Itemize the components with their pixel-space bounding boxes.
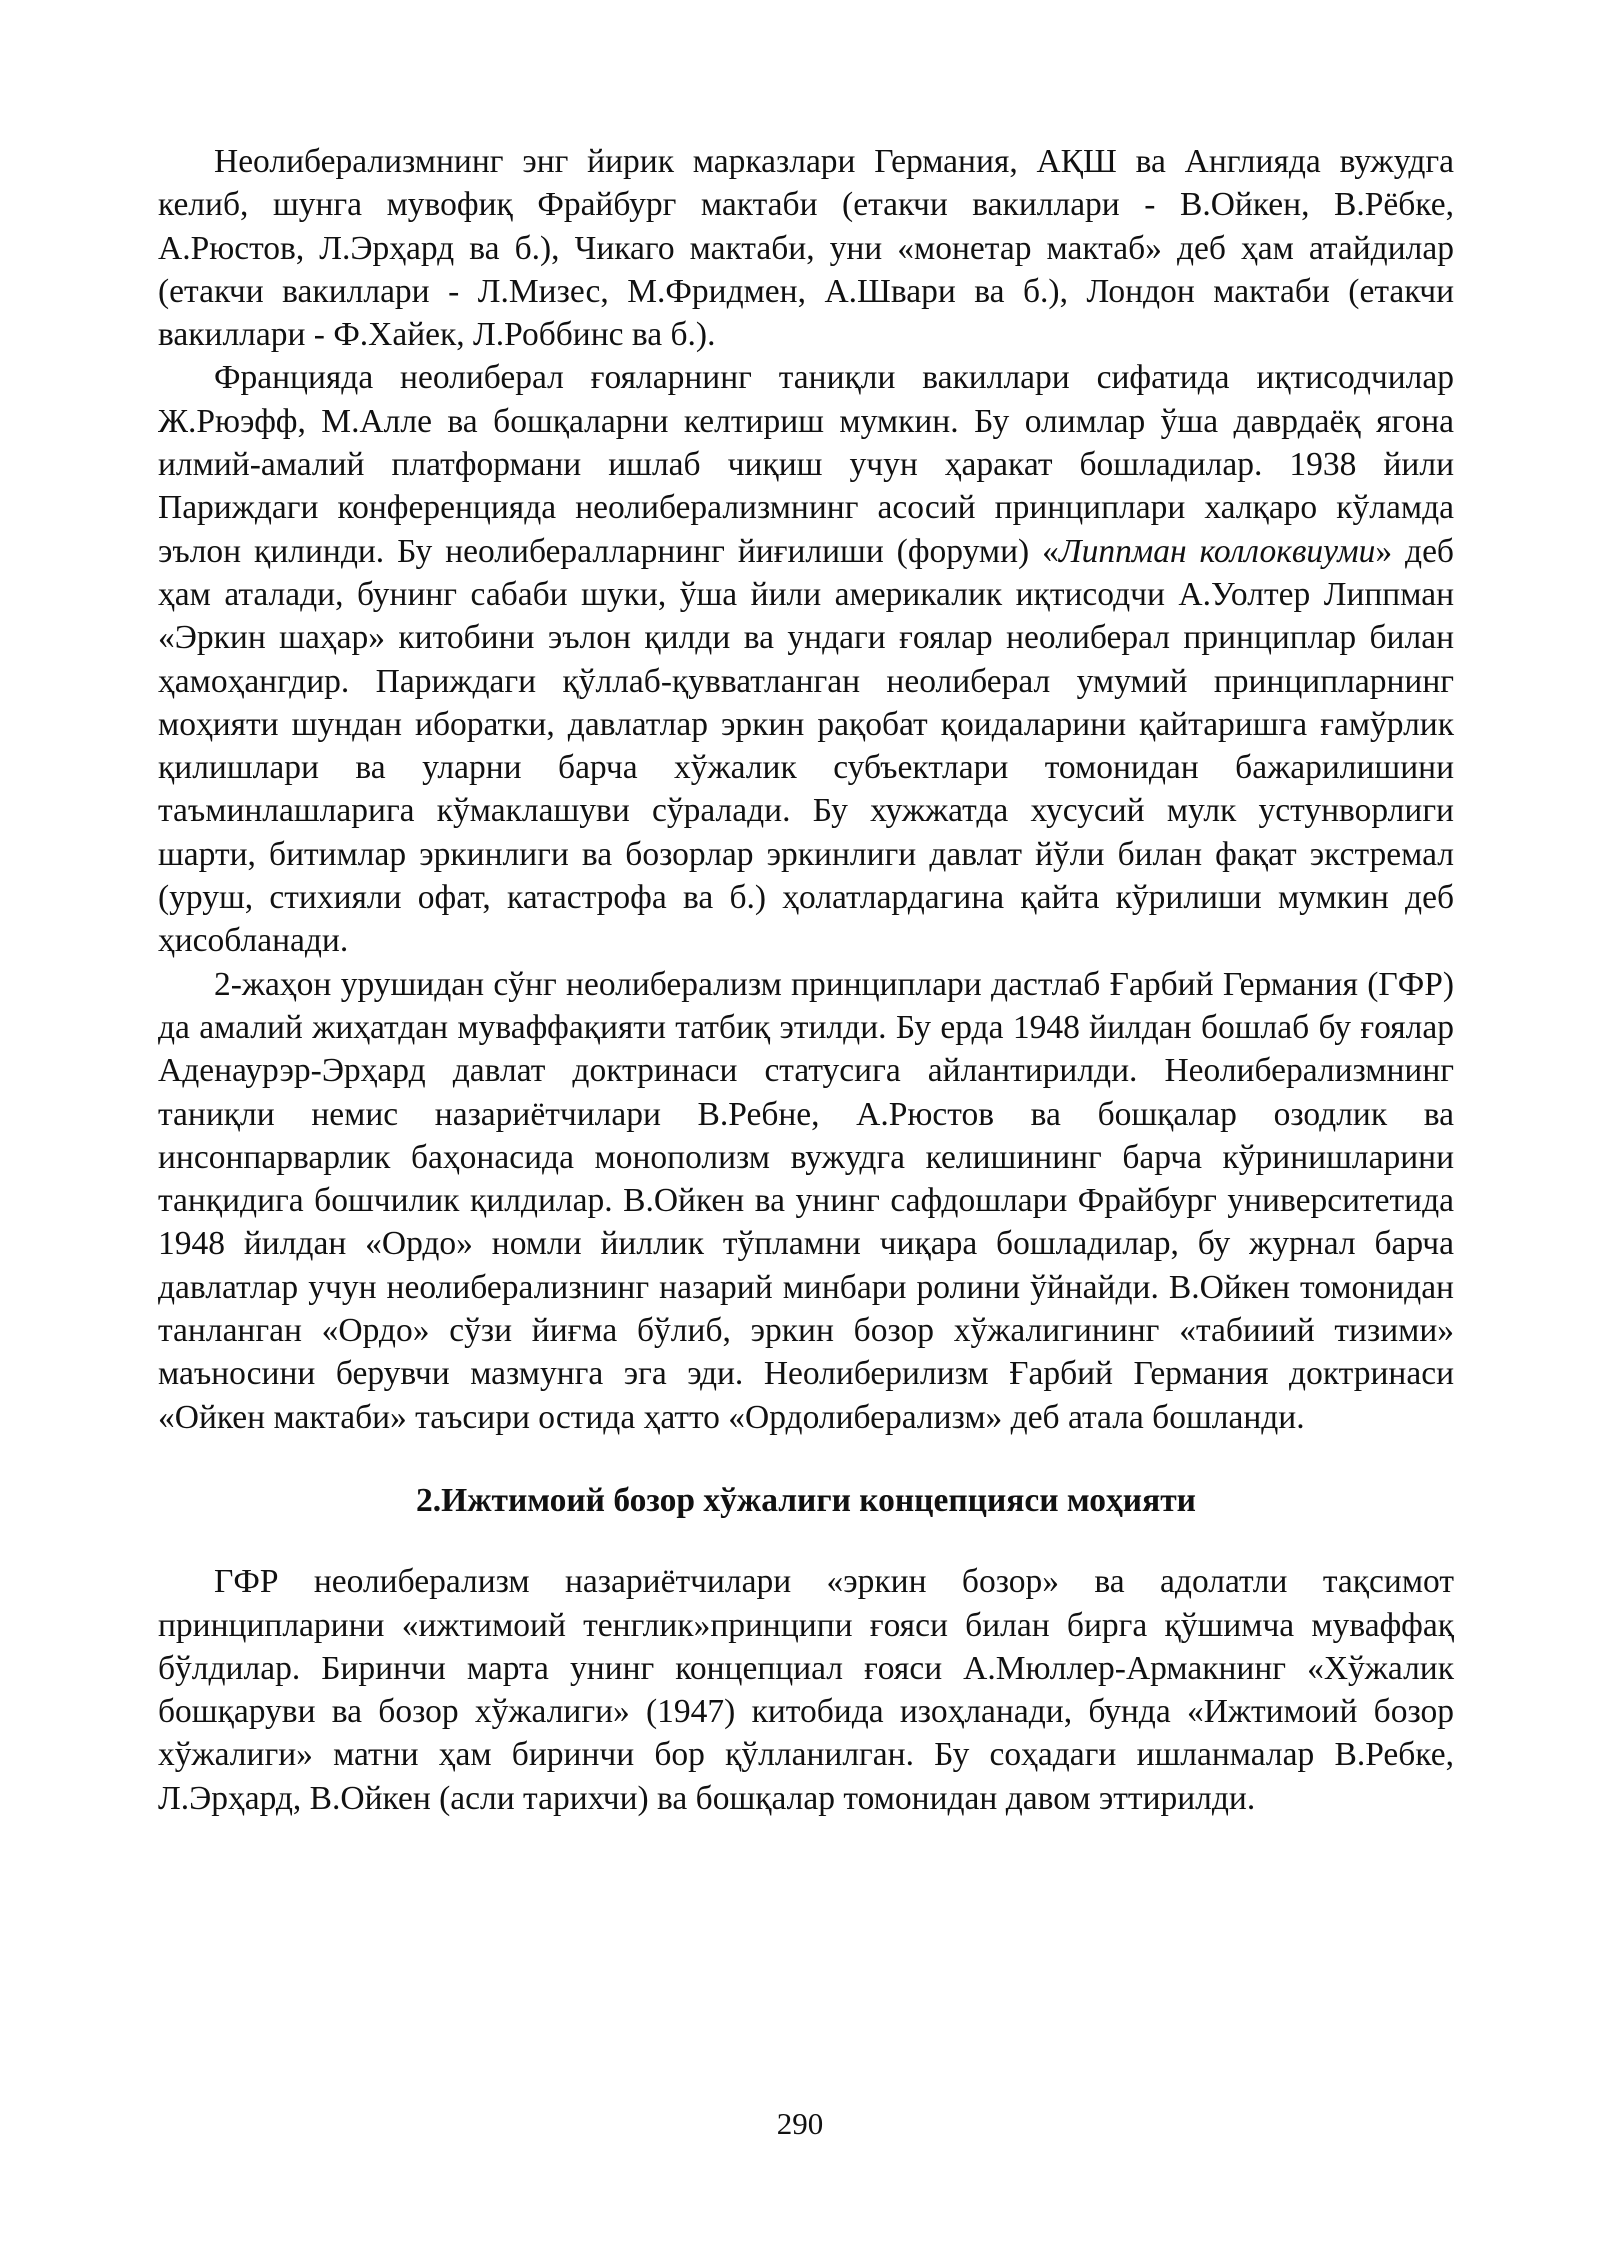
paragraph-text-after: » деб ҳам аталади, бунинг сабаби шуки, ўша йили америкалик иқтисодчи А.Уолтер Липпман «Эркин шаҳар» китобини эълон қилди ва ундаги ғоялар неолиберал принциплар билан ҳамоҳангдир. Париждаги қўллаб-қувватланган неолиберал умумий принципларнинг моҳияти шундан иборатки, давлатлар эркин рақобат қоидаларини қайтаришга ғамўрлик қилишлари ва уларни барча хўжалик субъектлари томонидан бажарилишини таъминлашларига кўмаклашуви сўралади. Бу хужжатда хусусий мулк устунворлиги шарти, битимлар эркинлиги ва бозорлар эркинлиги давлат йўли билан фақат экстремал (уруш, стихияли офат, катастрофа ва б.) ҳолатлардагина қайта кўрилиши мумкин деб ҳисобланади.	[158, 532, 1454, 960]
paragraph-neoliberalism-centers: Неолиберализмнинг энг йирик марказлари Германия, АҚШ ва Англияда вужудга келиб, шунга мувофиқ Фрайбург мактаби (етакчи вакиллари - В.Ойкен, В.Рёбке, А.Рюстов, Л.Эрҳард ва б.), Чикаго мактаби, уни «монетар мактаб» деб ҳам атайдилар (етакчи вакиллари - Л.Мизес, М.Фридмен, А.Швари ва б.), Лондон мактаби (етакчи вакиллари - Ф.Хайек, Л.Роббинс ва б.).	[158, 143, 1454, 354]
lippmann-colloquium-italic: Липпман коллоквиуми	[1058, 532, 1376, 570]
paragraph-text-before: Францияда неолиберал ғояларнинг таниқли вакиллари сифатида иқтисодчилар Ж.Рюэфф, М.Алле ва бошқаларни келтириш мумкин. Бу олимлар ўша даврдаёқ ягона илмий-амалий платформани ишлаб чиқиш учун ҳаракат бошладилар. 1938 йили Париждаги конференцияда неолиберализмнинг асосий принциплари халқаро кўламда эълон қилинди. Бу неолибералларнинг йиғилиши (форуми) «	[158, 359, 1454, 570]
paragraph-postwar-germany: 2-жаҳон урушидан сўнг неолиберализм принциплари дастлаб Ғарбий Германия (ГФР) да амалий жиҳатдан муваффақияти татбиқ этилди. Бу ерда 1948 йилдан бошлаб бу ғоялар Аденаурэр-Эрҳард давлат доктринаси статусига айлантирилди. Неолиберализмнинг таниқли немис назариётчилари В.Ребне, А.Рюстов ва бошқалар озодлик ва инсонпарварлик баҳонасида монополизм вужудга келишининг барча кўринишларини танқидига бошчилик қилдилар. В.Ойкен ва унинг сафдошлари Фрайбург университетида 1948 йилдан «Ордо» номли йиллик тўпламни чиқара бошладилар, бу журнал барча давлатлар учун неолиберализнинг назарий минбари ролини ўйнайди. В.Ойкен томонидан танланган «Ордо» сўзи йиғма бўлиб, эркин бозор хўжалигининг «табииий тизими» маъносини берувчи мазмунга эга эди. Неолиберилизм Ғарбий Германия доктринаси «Ойкен мактаби» таъсири остида ҳатто «Ордолиберализм» деб атала бошланди.	[158, 965, 1454, 1436]
section-heading: 2.Ижтимоий бозор хўжалиги концепцияси моҳияти	[416, 1481, 1196, 1519]
paragraph-france-lippmann	[158, 356, 1454, 962]
document-page	[158, 140, 1454, 1820]
paragraph-social-market-economy: ГФР неолиберализм назариётчилари «эркин бозор» ва адолатли тақсимот принципларини «ижтимоий тенглик»принципи ғояси билан бирга қўшимча муваффақ бўлдилар. Биринчи марта унинг концепциал ғояси А.Мюллер-Армакнинг «Хўжалик бошқаруви ва бозор хўжалиги» (1947) китобида изоҳланади, бунда «Ижтимоий бозор хўжалиги» матни ҳам биринчи бор қўлланилган. Бу соҳадаги ишланмалар В.Ребке, Л.Эрҳард, В.Ойкен (асли тарихчи) ва бошқалар томонидан давом эттирилди.	[158, 1563, 1454, 1817]
page-number: 290	[776, 2106, 824, 2141]
